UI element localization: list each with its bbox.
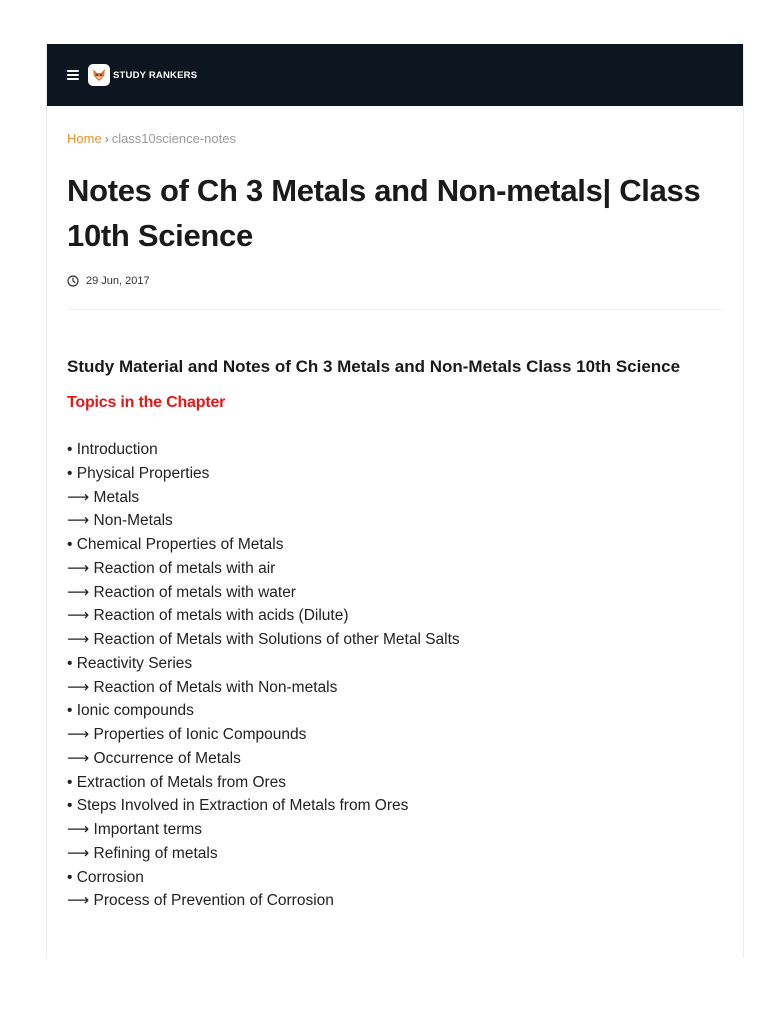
topic-item: • Steps Involved in Extraction of Metals from Ores	[67, 797, 409, 815]
topic-item: • Introduction	[67, 441, 158, 458]
topic-item: ⟶ Process of Prevention of Corrosion	[67, 892, 334, 910]
fox-logo-icon	[88, 64, 110, 86]
breadcrumb-separator: ›	[104, 131, 109, 146]
topic-item: • Physical Properties	[67, 464, 210, 482]
divider	[67, 309, 723, 310]
post-date	[67, 275, 723, 287]
page-title: Notes of Ch 3 Metals and Non-metals| Class 10th Science	[67, 173, 701, 253]
topic-item: ⟶ Metals	[67, 488, 140, 506]
breadcrumb	[67, 131, 723, 146]
topic-item: ⟶ Important terms	[67, 821, 203, 838]
breadcrumb-current[interactable]: class10science-notes	[111, 131, 236, 146]
page-frame	[46, 44, 744, 958]
top-navbar	[47, 44, 743, 106]
topic-item: ⟶ Refining of metals	[67, 844, 218, 862]
topics-list	[67, 438, 723, 913]
topics-heading: Topics in the Chapter	[67, 394, 226, 411]
topic-item: • Corrosion	[67, 868, 144, 886]
site-logo[interactable]	[88, 64, 197, 86]
breadcrumb-home-link[interactable]: Home	[67, 131, 102, 146]
clock-icon	[67, 275, 79, 287]
topic-item: ⟶ Occurrence of Metals	[67, 749, 241, 767]
topic-item: ⟶ Reaction of metals with water	[67, 583, 296, 601]
topic-item: ⟶ Reaction of Metals with Non-metals	[67, 678, 338, 696]
post-date-text: 29 Jun, 2017	[86, 275, 150, 287]
topic-item: ⟶ Reaction of Metals with Solutions of other Metal Salts	[67, 631, 460, 648]
hamburger-menu-icon[interactable]	[67, 70, 79, 80]
article-subtitle: Study Material and Notes of Ch 3 Metals and Non-Metals Class 10th Science	[67, 357, 681, 376]
topic-item: ⟶ Reaction of metals with air	[67, 559, 276, 577]
topic-item: ⟶ Properties of Ionic Compounds	[67, 726, 307, 743]
topic-item: • Reactivity Series	[67, 654, 193, 672]
topic-item: • Extraction of Metals from Ores	[67, 773, 287, 791]
topic-item: • Ionic compounds	[67, 702, 194, 720]
logo-text: STUDY RANKERS	[113, 69, 198, 81]
topic-item: • Chemical Properties of Metals	[67, 536, 284, 553]
topic-item: ⟶ Reaction of metals with acids (Dilute)	[67, 607, 349, 625]
topic-item: ⟶ Non-Metals	[67, 512, 173, 530]
article-content	[47, 131, 743, 913]
